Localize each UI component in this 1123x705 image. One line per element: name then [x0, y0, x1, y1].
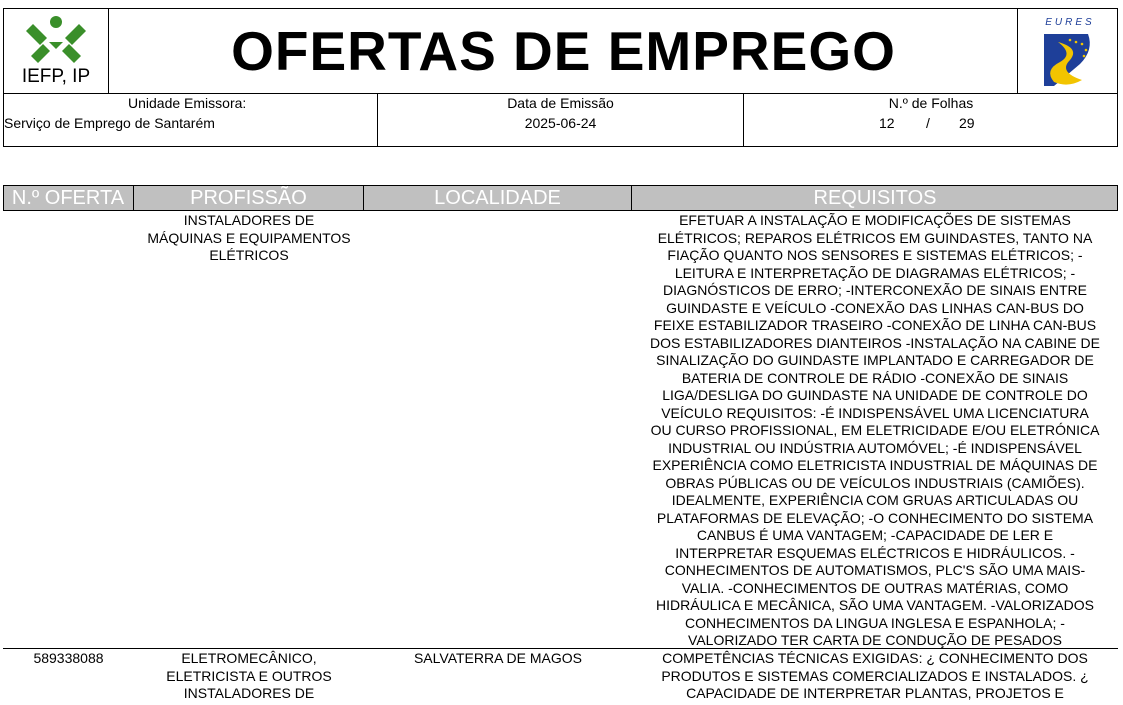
profissao-line: ELETRICISTA E OUTROS	[166, 667, 332, 684]
table-row-requisitos	[632, 212, 1118, 650]
requisitos-line: VALORIZADO TER CARTA DE CONDUÇÃO DE PESADOS	[688, 632, 1062, 648]
requisitos-line: INTERPRETAR ESQUEMAS ELÉCTRICOS E HIDRÁULICOS. -	[675, 544, 1075, 561]
requisitos-line: ELÉTRICOS; REPAROS ELÉTRICOS EM GUINDASTES, TANTO NA	[657, 229, 1093, 246]
profissao-line: INSTALADORES DE	[183, 212, 315, 228]
table-row-requisitos	[632, 650, 1118, 703]
header-divider	[3, 93, 1118, 94]
requisitos-line: IDEALMENTE, EXPERIÊNCIA COM GRUAS ARTICULADAS OU	[671, 492, 1079, 508]
requisitos-line: FEIXE ESTABILIZADOR TRASEIRO -CONEXÃO DE LINHA CAN-BUS	[653, 317, 1097, 333]
requisitos-line: LIGA/DESLIGA DO GUINDASTE NA UNIDADE DE CONTROLE DO	[662, 387, 1088, 403]
requisitos-line: OBRAS PÚBLICAS OU DE VEÍCULOS INDUSTRIAIS (CAMIÕES).	[665, 474, 1085, 491]
profissao-line: MÁQUINAS E EQUIPAMENTOS	[147, 229, 351, 246]
requisitos-line: CANBUS É UMA VANTAGEM; -CAPACIDADE DE LER E	[696, 527, 1054, 543]
oferta-number: 589338088	[33, 650, 104, 666]
profissao-line: INSTALADORES DE	[183, 685, 315, 701]
requisitos-line: DOS ESTABILIZADORES DIANTEIROS -INSTALAÇÃO NA CABINE DE	[650, 334, 1100, 351]
requisitos-line: EFETUAR A INSTALAÇÃO E MODIFICAÇÕES DE SISTEMAS	[679, 212, 1071, 228]
requisitos-line: CONHECIMENTOS DE AUTOMATISMOS, PLC'S SÃO UMA MAIS-	[664, 562, 1086, 578]
unidade-value: Serviço de Emprego de Santarém	[4, 115, 215, 131]
requisitos-line: OU CURSO PROFISSIONAL, EM ELETRICIDADE E/OU ELETRÓNICA	[650, 422, 1100, 438]
requisitos-line: DIAGNÓSTICOS DE ERRO; -INTERCONEXÃO DE SINAIS ENTRE	[663, 282, 1087, 298]
requisitos-line: BATERIA DE CONTROLE DE RÁDIO -CONEXÃO DE SINAIS	[681, 369, 1069, 386]
eures-text: EURES	[1045, 17, 1095, 28]
folha-separator: /	[926, 115, 930, 131]
eures-logo	[1018, 8, 1118, 93]
requisitos-line: COMPETÊNCIAS TÉCNICAS EXIGIDAS: ¿ CONHECIMENTO DOS	[662, 650, 1088, 666]
requisitos-line: SINALIZAÇÃO DO GUINDASTE IMPLANTADO E CARREGADOR DE	[656, 352, 1094, 368]
logo-text: IEFP, IP	[21, 66, 91, 87]
column-header-requisitos: REQUISITOS	[813, 187, 937, 209]
data-emissao-label: Data de Emissão	[507, 95, 614, 111]
folha-atual: 12	[879, 115, 895, 131]
row-divider	[3, 648, 1118, 649]
folha-total: 29	[959, 115, 975, 131]
requisitos-line: GUINDASTE E VEÍCULO -CONEXÃO DAS LINHAS CAN-BUS DO	[666, 299, 1084, 316]
requisitos-line: VEÍCULO REQUISITOS: -É INDISPENSÁVEL UMA LICENCIATURA	[661, 404, 1089, 421]
requisitos-line: LEITURA E INTERPRETAÇÃO DE DIAGRAMAS ELÉTRICOS; -	[674, 264, 1076, 281]
profissao-line: ELETROMECÂNICO,	[181, 650, 317, 666]
requisitos-line: HIDRÁULICA E MECÂNICA, SÃO UMA VANTAGEM. -VALORIZADOS	[656, 597, 1094, 613]
column-header-profissao: PROFISSÃO	[134, 185, 364, 211]
table-row-profissao	[134, 650, 364, 703]
requisitos-line: PRODUTOS E SISTEMAS COMERCIALIZADOS E INSTALADOS. ¿	[661, 667, 1089, 684]
column-header-localidade: LOCALIDADE	[364, 185, 632, 211]
folhas-label: N.º de Folhas	[888, 95, 974, 111]
requisitos-line: INDUSTRIAL OU INDÚSTRIA AUTOMÓVEL; -É INDISPENSÁVEL	[668, 439, 1082, 456]
unidade-label: Unidade Emissora:	[128, 95, 247, 111]
iefp-logo	[3, 8, 109, 93]
table-row-profissao	[134, 212, 364, 265]
requisitos-line: EXPERIÊNCIA COMO ELETRICISTA INDUSTRIAL DE MÁQUINAS DE	[652, 457, 1098, 473]
profissao-line: ELÉTRICOS	[209, 247, 289, 263]
data-emissao-value: 2025-06-24	[524, 115, 597, 131]
localidade-value: SALVATERRA DE MAGOS	[413, 650, 583, 666]
requisitos-line: CAPACIDADE DE INTERPRETAR PLANTAS, PROJETOS E	[686, 685, 1064, 701]
requisitos-line: FIAÇÃO QUANTO NOS SENSORES E SISTEMAS ELÉTRICOS; -	[667, 247, 1083, 263]
requisitos-line: PLATAFORMAS DE ELEVAÇÃO; -O CONHECIMENTO DO SISTEMA	[656, 509, 1094, 526]
page-title: OFERTAS DE EMPREGO	[231, 20, 896, 82]
eures-emblem-icon	[1040, 30, 1100, 88]
requisitos-line: CONHECIMENTOS DA LINGUA INGLESA E ESPANHOLA; -	[685, 614, 1065, 631]
requisitos-line: VALIA. -CONHECIMENTOS DE OUTRAS MATÉRIAS, COMO	[681, 579, 1069, 596]
column-header-oferta: N.º OFERTA	[3, 185, 134, 211]
